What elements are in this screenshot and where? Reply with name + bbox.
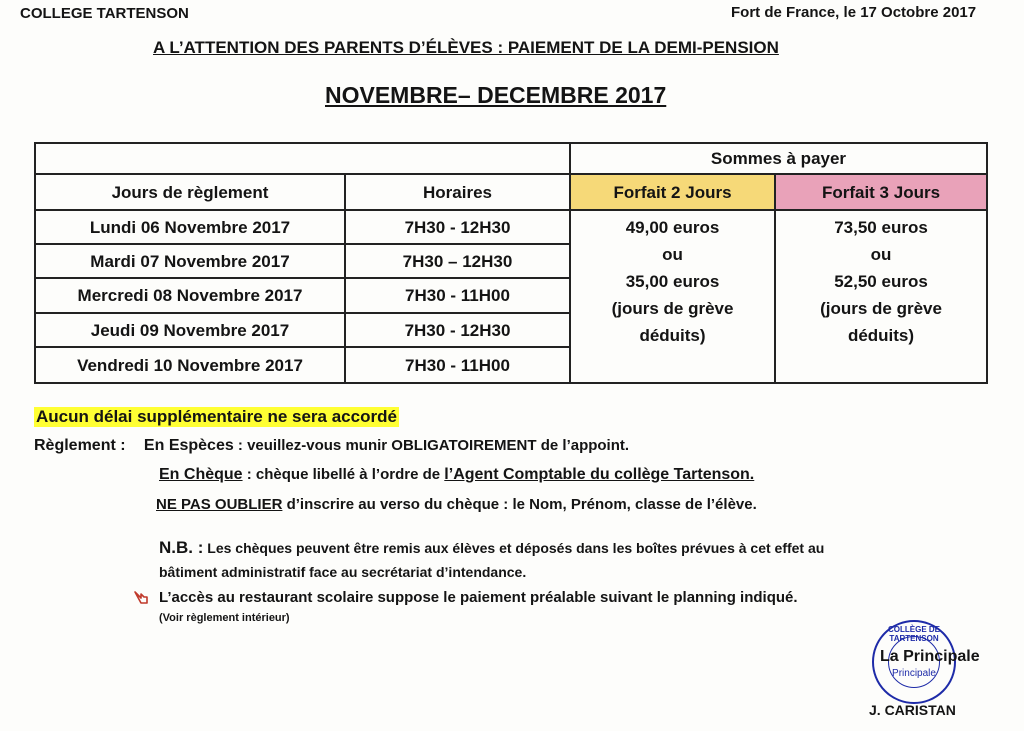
forfait3-column-header: Forfait 3 Jours [821, 182, 941, 202]
table-row-day: Mercredi 08 Novembre 2017 [77, 286, 303, 305]
school-name: COLLEGE TARTENSON [20, 5, 189, 22]
letter-subject: A L’ATTENTION DES PARENTS D’ÉLÈVES : PAIEMENT DE LA DEMI-PENSION [153, 38, 779, 57]
forfait2-amount-line: ou [662, 245, 683, 264]
forfait2-amount-line: 35,00 euros [625, 272, 720, 291]
days-column-header: Jours de règlement [111, 182, 269, 202]
signatory-name: J. CARISTAN [869, 702, 956, 718]
payment-period: NOVEMBRE– DECEMBRE 2017 [325, 82, 667, 108]
signatory-title: La Principale [880, 648, 980, 665]
rules-reference: (Voir règlement intérieur) [159, 612, 290, 624]
table-row-day: Jeudi 09 Novembre 2017 [90, 320, 290, 340]
nb-label: N.B. : [159, 538, 204, 557]
especes-line [34, 437, 629, 455]
ne-pas-oublier-label: NE PAS OUBLIER [156, 496, 283, 513]
no-delay-notice: Aucun délai supplémentaire ne sera accordé [36, 407, 397, 426]
forfait3-amount-line: déduits) [847, 326, 915, 345]
nb-line-1 [159, 538, 824, 558]
reglement-label: Règlement : [34, 437, 126, 454]
reminder-text: d’inscrire au verso du chèque : le Nom, Prénom, classe de l’élève. [282, 496, 757, 513]
reminder-line [156, 496, 757, 513]
nb-text: Les chèques peuvent être remis aux élèves et déposés dans les boîtes prévues à cet effet au [203, 540, 825, 556]
stamp-middle-text: Principale [892, 668, 936, 679]
forfait2-amount-line: 49,00 euros [625, 218, 720, 237]
hours-column-header: Horaires [423, 182, 492, 202]
table-row-day: Lundi 06 Novembre 2017 [89, 217, 291, 237]
table-row-hours: 7H30 - 12H30 [404, 217, 511, 237]
canteen-access-notice: L’accès au restaurant scolaire suppose le paiement préalable suivant le planning indiqué. [159, 589, 798, 606]
forfait2-amount-line: déduits) [639, 326, 706, 345]
table-row-day: Vendredi 10 Novembre 2017 [77, 355, 303, 375]
especes-text: : veuillez-vous munir OBLIGATOIREMENT de l’appoint. [233, 437, 630, 454]
forfait2-column-header: Forfait 2 Jours [613, 182, 732, 202]
forfait3-amount-line: 73,50 euros [834, 218, 928, 237]
table-row-hours: 7H30 - 12H30 [404, 320, 511, 340]
stamp-top-text: COLLÈGE DE TARTENSON [887, 625, 940, 643]
table-row-hours: 7H30 - 11H00 [405, 355, 510, 375]
cheque-text: : chèque libellé à l’ordre de [242, 466, 445, 483]
forfait2-amount-line: (jours de grève [611, 299, 734, 318]
pointing-hand-icon [132, 589, 150, 612]
especes-label: En Espèces [143, 437, 234, 454]
forfait3-amount-line: ou [870, 245, 892, 264]
letter-date: Fort de France, le 17 Octobre 2017 [731, 4, 977, 21]
nb-line-2: bâtiment administratif face au secrétariat d’intendance. [159, 564, 527, 580]
forfait2-amounts [571, 214, 774, 349]
amounts-group-header: Sommes à payer [710, 149, 847, 168]
forfait3-amount-line: 52,50 euros [834, 272, 928, 291]
cheque-label: En Chèque [159, 466, 243, 483]
cheque-payee: l’Agent Comptable du collège Tartenson. [444, 466, 755, 483]
forfait3-amounts [776, 214, 986, 349]
table-row-day: Mardi 07 Novembre 2017 [90, 251, 290, 271]
forfait3-amount-line: (jours de grève [820, 299, 942, 318]
payment-schedule-table [34, 142, 988, 384]
table-row-hours: 7H30 – 12H30 [402, 251, 513, 271]
cheque-line [159, 466, 754, 484]
table-row-hours: 7H30 - 11H00 [405, 286, 510, 305]
